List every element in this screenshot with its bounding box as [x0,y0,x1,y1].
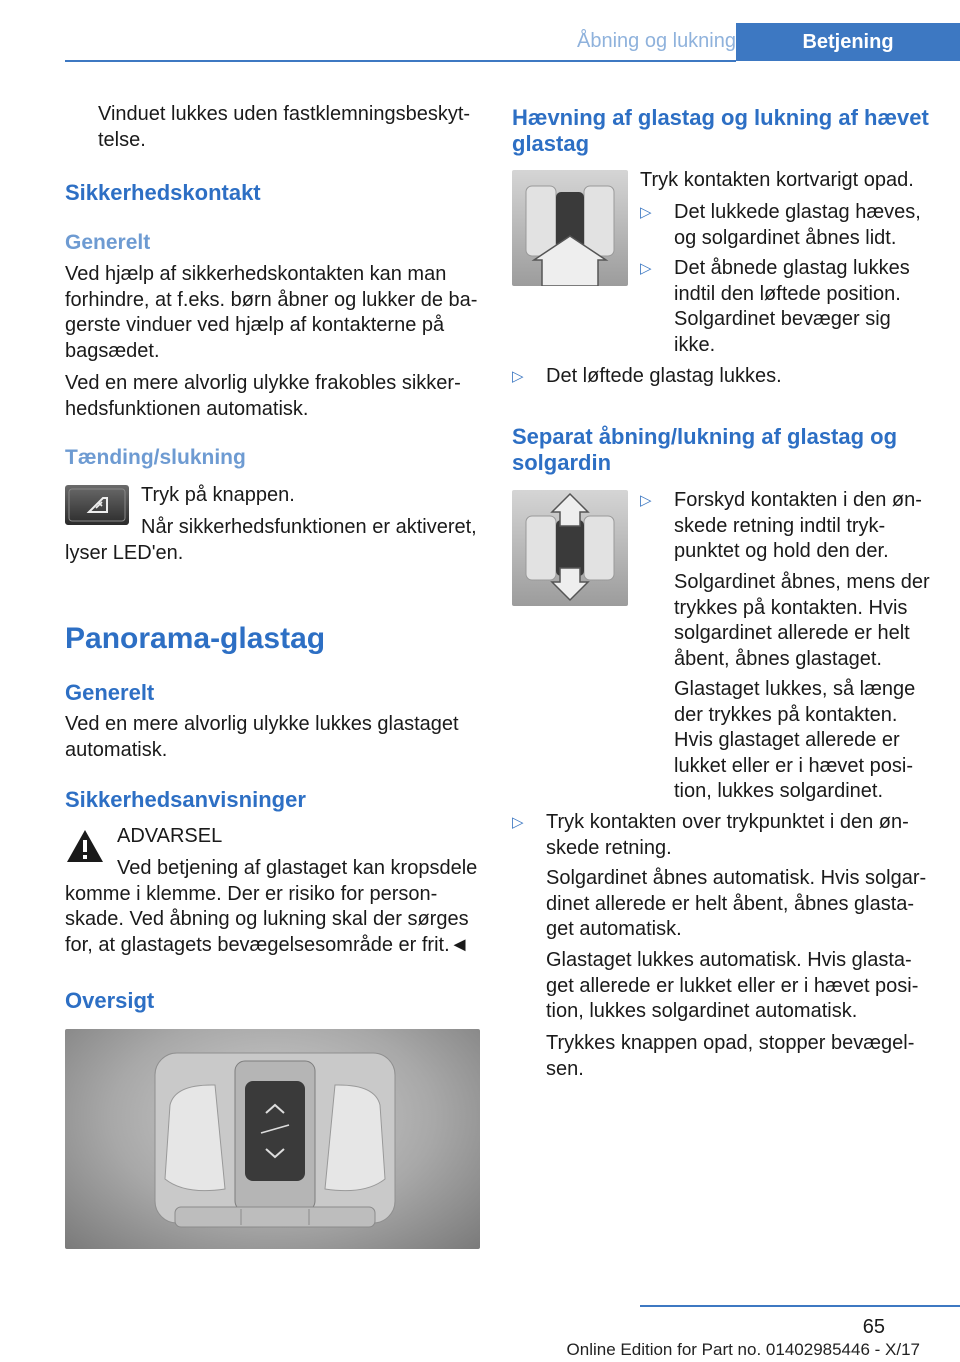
separat-item2-paragraph-4: Trykkes knappen opad, stopper bevægel‐ sen. [546,1032,915,1080]
list-item-text: Forskyd kontakten i den øn‐ skede retning indtil tryk‐ punktet og hold den der. [674,489,922,562]
list-item [512,364,930,392]
heading-sikkerhedskontakt: Sikkerhedskontakt [65,180,261,205]
separat-item2-paragraph-3: Glastaget lukkes automatisk. Hvis glasta‐ get allerede er lukket eller er i hævet posi‐ tion, lukkes solgardinet automatisk. [546,949,919,1022]
list-item [640,256,930,358]
taending-paragraph-2: Når sikkerhedsfunktionen er aktiveret, lyser LED'en. [65,516,477,564]
intro-paragraph: Vinduet lukkes uden fastklemningsbeskyt‐ telse. [98,103,471,151]
generelt-2-paragraph: Ved en mere alvorlig ulykke lukkes glastaget automatisk. [65,713,459,761]
switch-separate-image [512,490,628,606]
heading-generelt-2: Generelt [65,680,155,705]
switch-up-short-image [512,170,628,286]
list-item-text: Det løftede glastag lukkes. [546,365,782,387]
separat-item1-paragraph-3: Glastaget lukkes, så længe der trykkes på kontakten. Hvis glastaget allerede er lukket eller er i hævet posi‐ tion, lukkes solgardinet. [674,678,916,802]
switch-up-down-drawing [512,490,628,606]
footer-rule [640,1305,960,1307]
roof-console-drawing [65,1029,480,1249]
bullet-icon: ▷ [640,204,652,221]
list-item [640,200,930,252]
separat-item2-paragraph-2: Solgardinet åbnes automatisk. Hvis solgar‐ dinet allerede er helt åbent, åbnes glasta‐ get automatisk. [546,867,927,940]
edition-line: Online Edition for Part no. 01402985446 - X/17 [566,1340,920,1359]
heading-generelt-1: Generelt [65,231,151,254]
list-item-text: Tryk kontakten over trykpunktet i den øn‐ skede retning. [546,811,909,859]
generelt-1-paragraph-1: Ved hjælp af sikkerhedskontakten kan man forhindre, at f.eks. børn åbner og lukker de ba‐ gerste vinduer ved hjælp af kontakterne på bagsædet. [65,263,478,362]
bullet-icon: ▷ [640,260,652,277]
heading-haevning: Hævning af glastag og lukning af hævet glastag [512,105,929,156]
header-rule [65,60,736,62]
bullet-icon: ▷ [512,368,524,385]
bullet-icon: ▷ [640,492,652,509]
bullet-icon: ▷ [512,814,524,831]
heading-panorama-glastag: Panorama-glastag [65,622,326,655]
generelt-1-paragraph-2: Ved en mere alvorlig ulykke frakobles sikker‐ hedsfunktionen automatisk. [65,372,461,420]
heading-oversigt: Oversigt [65,988,155,1013]
list-item-text: Det åbnede glastag lukkes indtil den løftede position. Solgardinet bevæger sig ikke. [674,257,910,356]
haevning-intro: Tryk kontakten kortvarigt opad. [640,169,914,191]
roof-console-overview-image [65,1029,480,1249]
heading-taending: Tænding/slukning [65,446,246,469]
list-item-text: Det lukkede glastag hæves, og solgardinet åbnes lidt. [674,201,921,249]
switch-push-up-drawing [512,170,628,286]
warning-label: ADVARSEL [117,825,223,847]
list-item [640,488,930,568]
taending-paragraph-1: Tryk på knappen. [141,484,295,506]
page-header [0,0,960,62]
list-item [512,810,930,862]
heading-separat: Separat åbning/lukning af glastag og solgardin [512,424,898,475]
warning-text: Ved betjening af glastaget kan kropsdele komme i klemme. Der er risiko for person‐ skade. Ved åbning og lukning skal der sørges for, at glastagets bevægelsesområde er frit.◄ [65,857,478,956]
separat-item1-paragraph-2: Solgardinet åbnes, mens der trykkes på kontakten. Hvis solgardinet allerede er helt åbent, åbnes glastaget. [674,571,930,670]
heading-sikkerhedsanvisninger: Sikkerhedsanvisninger [65,787,306,812]
page-number: 65 [862,1316,885,1338]
header-chapter-tab: Betjening [736,23,960,61]
header-section-title: Åbning og lukning [576,30,736,52]
